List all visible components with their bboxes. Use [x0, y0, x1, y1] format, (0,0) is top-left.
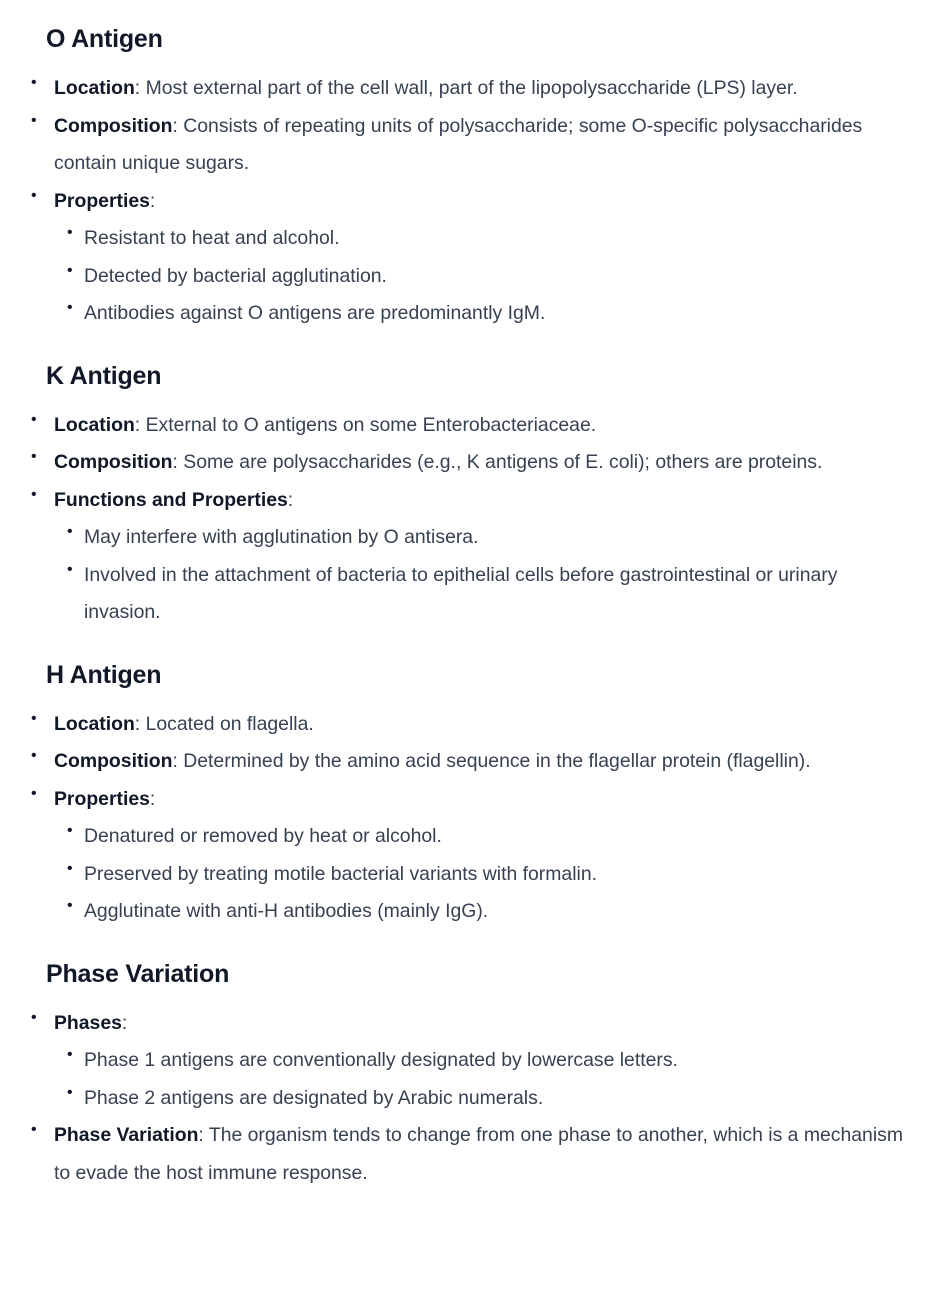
- list-item: [31, 70, 910, 108]
- bullet-icon: •: [67, 560, 73, 578]
- item-text: : Located on flagella.: [134, 712, 314, 735]
- item-term: Phase Variation: [54, 1124, 199, 1146]
- sub-list-item: [54, 818, 910, 856]
- section-h-antigen: [31, 656, 910, 931]
- list-item: [31, 743, 910, 781]
- sub-item-text: Antibodies against O antigens are predominantly IgM.: [84, 302, 546, 324]
- bullet-icon: •: [67, 859, 73, 877]
- section-title: H Antigen: [46, 660, 162, 689]
- bullet-icon: •: [31, 709, 37, 727]
- bullet-icon: •: [67, 523, 73, 540]
- bullet-list: [31, 407, 910, 632]
- section-title: O Antigen: [46, 25, 163, 53]
- item-text: :: [287, 488, 294, 511]
- sub-list-item: [54, 893, 910, 931]
- sub-item-text: Resistant to heat and alcohol.: [84, 227, 340, 249]
- list-item: [31, 482, 910, 632]
- list-item: [31, 183, 910, 333]
- item-text: :: [149, 189, 156, 212]
- item-text: : Some are polysaccharides (e.g., K antigens of E. coli); others are proteins.: [172, 451, 823, 473]
- list-item: [31, 407, 910, 445]
- item-term: Composition: [54, 750, 173, 772]
- item-term: Location: [54, 77, 135, 99]
- item-term: Properties: [54, 787, 150, 810]
- section-phase-variation: [31, 955, 910, 1193]
- item-text: : The organism tends to change from one phase to another, which is a mechanism to evade the host immune response.: [54, 1124, 903, 1184]
- bullet-icon: •: [31, 747, 37, 764]
- bullet-icon: •: [31, 1121, 37, 1138]
- sub-list: [54, 818, 910, 931]
- bullet-icon: •: [67, 1046, 73, 1063]
- bullet-icon: •: [31, 74, 37, 91]
- sub-list: [54, 220, 910, 333]
- item-text: : External to O antigens on some Enterobacteriaceae.: [134, 413, 597, 436]
- section-k-antigen: [31, 357, 910, 632]
- item-term: Location: [54, 413, 135, 436]
- sub-list: [54, 519, 910, 632]
- sub-item-text: Denatured or removed by heat or alcohol.: [84, 825, 442, 847]
- item-text: : Consists of repeating units of polysaccharide; some O-specific polysaccharides contain unique sugars.: [54, 114, 863, 174]
- section-o-antigen: [31, 20, 910, 333]
- bullet-icon: •: [31, 186, 37, 204]
- bullet-icon: •: [67, 897, 73, 914]
- item-term: Location: [54, 712, 135, 735]
- item-text: :: [149, 787, 156, 810]
- section-title: Phase Variation: [46, 959, 230, 988]
- sub-list-item: [54, 258, 910, 296]
- bullet-icon: •: [67, 261, 73, 279]
- bullet-icon: •: [31, 485, 37, 503]
- sub-list-item: [54, 856, 910, 894]
- bullet-list: [31, 70, 910, 333]
- bullet-icon: •: [67, 224, 73, 241]
- bullet-icon: •: [31, 111, 37, 129]
- bullet-list: [31, 706, 910, 931]
- bullet-icon: •: [31, 410, 37, 428]
- sub-list-item: [54, 519, 910, 557]
- bullet-icon: •: [31, 448, 37, 465]
- list-item: [31, 1005, 910, 1118]
- sub-item-text: Detected by bacterial agglutination.: [84, 264, 387, 287]
- item-term: Phases: [54, 1011, 122, 1034]
- sub-list-item: [54, 1042, 910, 1080]
- sub-list-item: [54, 220, 910, 258]
- sub-item-text: Phase 2 antigens are designated by Arabic numerals.: [84, 1086, 544, 1109]
- list-item: [31, 108, 910, 183]
- item-text: : Determined by the amino acid sequence in the flagellar protein (flagellin).: [172, 750, 811, 772]
- bullet-list: [31, 1005, 910, 1193]
- sub-item-text: Agglutinate with anti-H antibodies (mainly IgG).: [84, 900, 489, 922]
- item-term: Properties: [54, 189, 150, 212]
- bullet-icon: •: [67, 1083, 73, 1101]
- list-item: [31, 706, 910, 744]
- list-item: [31, 781, 910, 931]
- sub-item-text: Phase 1 antigens are conventionally designated by lowercase letters.: [84, 1049, 678, 1071]
- item-text: : Most external part of the cell wall, part of the lipopolysaccharide (LPS) layer.: [134, 77, 798, 99]
- item-term: Functions and Properties: [54, 488, 288, 511]
- sub-list-item: [54, 295, 910, 333]
- sub-list: [54, 1042, 910, 1117]
- sub-item-text: Preserved by treating motile bacterial variants with formalin.: [84, 862, 597, 885]
- list-item: [31, 1117, 910, 1192]
- sub-list-item: [54, 1080, 910, 1118]
- item-term: Composition: [54, 114, 173, 137]
- sub-item-text: May interfere with agglutination by O antisera.: [84, 526, 479, 548]
- section-title: K Antigen: [46, 361, 162, 390]
- sub-item-text: Involved in the attachment of bacteria to epithelial cells before gastrointestinal or urinary invasion.: [84, 563, 838, 623]
- bullet-icon: •: [31, 1008, 37, 1026]
- bullet-icon: •: [67, 822, 73, 839]
- sub-list-item: [54, 557, 910, 632]
- item-term: Composition: [54, 451, 173, 473]
- bullet-icon: •: [31, 784, 37, 802]
- bullet-icon: •: [67, 299, 73, 316]
- list-item: [31, 444, 910, 482]
- item-text: :: [121, 1011, 128, 1034]
